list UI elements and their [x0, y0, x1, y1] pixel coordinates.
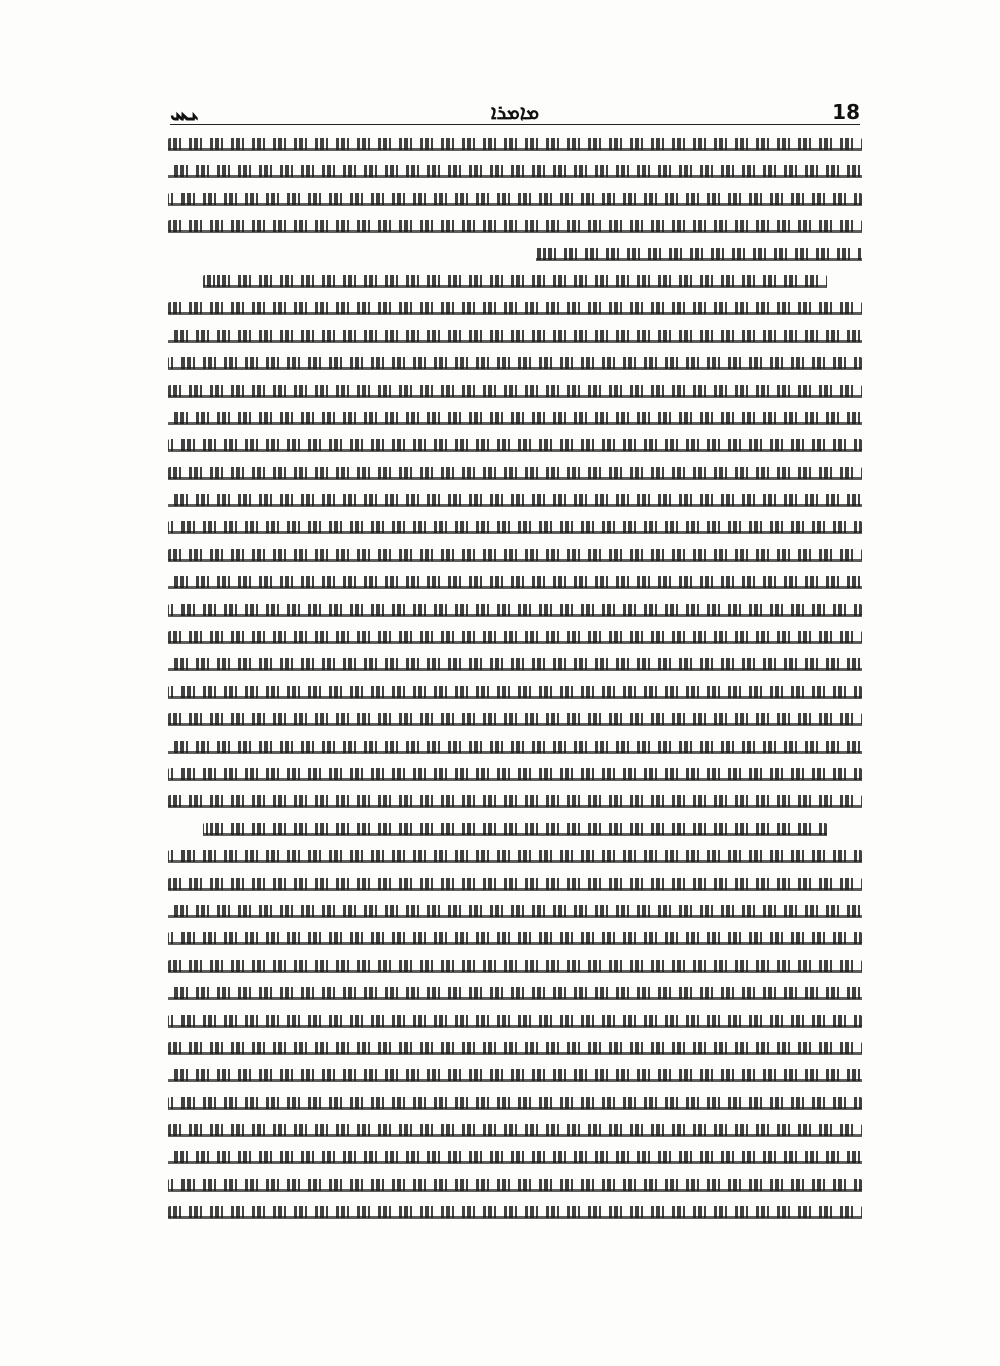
- text-line-baseline: [168, 970, 862, 973]
- text-line: [168, 294, 862, 321]
- page-number-syriac: ܝܚ: [170, 97, 199, 127]
- text-line: [168, 322, 862, 349]
- text-line: [168, 568, 862, 595]
- text-line: [168, 404, 862, 431]
- text-line-baseline: [168, 641, 862, 644]
- text-line: [168, 541, 862, 568]
- text-line-baseline: [168, 340, 862, 343]
- text-line-baseline: [168, 860, 862, 863]
- text-line-baseline: [168, 531, 862, 534]
- text-line: [168, 952, 862, 979]
- page-header: [170, 98, 860, 126]
- text-line-baseline: [168, 723, 862, 726]
- header-rule: [170, 124, 860, 125]
- text-line-baseline: [168, 367, 862, 370]
- text-line-baseline: [168, 230, 862, 233]
- text-line: [168, 842, 862, 869]
- text-line: [168, 924, 862, 951]
- text-line-baseline: [168, 1052, 862, 1055]
- text-line: [168, 349, 862, 376]
- text-line: [168, 1143, 862, 1170]
- text-line-baseline: [168, 148, 862, 151]
- text-line-baseline: [168, 1189, 862, 1192]
- text-line-baseline: [168, 477, 862, 480]
- text-line: [168, 1034, 862, 1061]
- text-line-baseline: [168, 586, 862, 589]
- text-line-baseline: [168, 751, 862, 754]
- text-line: [168, 431, 862, 458]
- text-line-baseline: [168, 1079, 862, 1082]
- text-line-baseline: [168, 614, 862, 617]
- text-line: [168, 1007, 862, 1034]
- running-title: ܡܐܡܪܐ: [490, 100, 540, 124]
- text-line-baseline: [168, 504, 862, 507]
- text-line: [168, 1089, 862, 1116]
- text-line-baseline: [203, 833, 827, 836]
- text-line-baseline: [168, 668, 862, 671]
- text-line: [168, 1198, 862, 1225]
- text-line-baseline: [168, 395, 862, 398]
- text-line-baseline: [168, 1134, 862, 1137]
- text-line-baseline: [168, 888, 862, 891]
- text-line: [168, 787, 862, 814]
- page-number: 18: [832, 100, 860, 124]
- text-line-baseline: [536, 258, 862, 261]
- text-line: [168, 1171, 862, 1198]
- text-line-baseline: [168, 1216, 862, 1219]
- text-line: [168, 157, 862, 184]
- text-line: [168, 486, 862, 513]
- text-line-baseline: [168, 1107, 862, 1110]
- text-line: [168, 897, 862, 924]
- text-line: [168, 1061, 862, 1088]
- text-line: [168, 979, 862, 1006]
- text-line-baseline: [168, 696, 862, 699]
- text-line: [168, 596, 862, 623]
- text-line-baseline: [168, 422, 862, 425]
- text-line: [168, 678, 862, 705]
- text-line-baseline: [168, 449, 862, 452]
- text-line-baseline: [168, 559, 862, 562]
- text-line-baseline: [168, 1161, 862, 1164]
- text-line: [168, 760, 862, 787]
- text-line-baseline: [168, 1025, 862, 1028]
- text-line: [168, 513, 862, 540]
- text-line: [168, 1116, 862, 1143]
- text-line: [168, 870, 862, 897]
- body-text: [168, 130, 862, 1240]
- text-line-baseline: [168, 915, 862, 918]
- text-line: [168, 705, 862, 732]
- text-line: [168, 459, 862, 486]
- text-line: [168, 623, 862, 650]
- text-line: [168, 185, 862, 212]
- text-line: [168, 130, 862, 157]
- text-line: [168, 240, 862, 267]
- text-line-baseline: [168, 778, 862, 781]
- text-line: [168, 212, 862, 239]
- text-line: [168, 377, 862, 404]
- text-line-baseline: [168, 997, 862, 1000]
- text-line-baseline: [203, 285, 827, 288]
- text-line: [168, 267, 862, 294]
- text-line-baseline: [168, 175, 862, 178]
- text-line-baseline: [168, 203, 862, 206]
- text-line-baseline: [168, 942, 862, 945]
- text-line-baseline: [168, 805, 862, 808]
- text-line: [168, 650, 862, 677]
- text-line: [168, 733, 862, 760]
- text-line-baseline: [168, 312, 862, 315]
- text-line: [168, 815, 862, 842]
